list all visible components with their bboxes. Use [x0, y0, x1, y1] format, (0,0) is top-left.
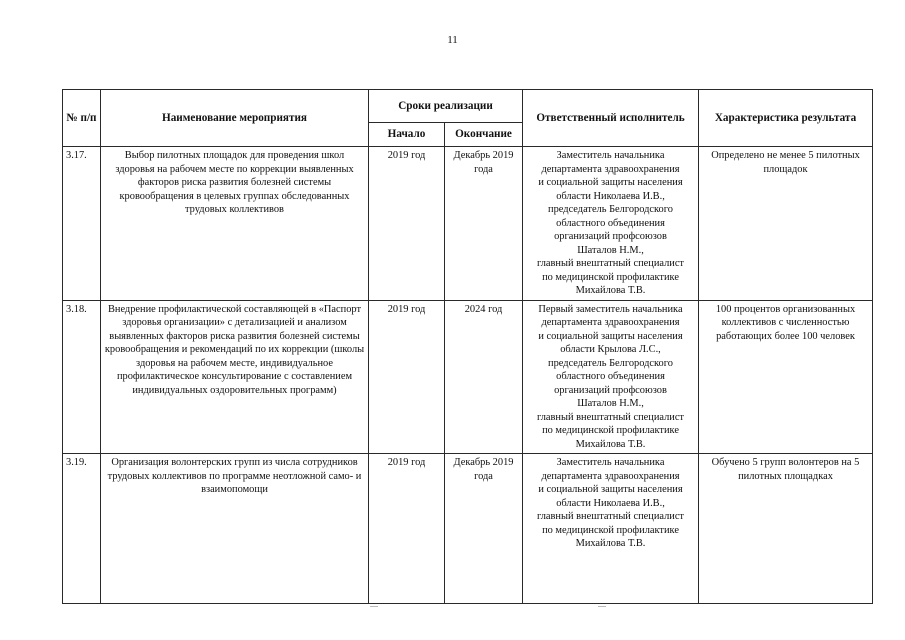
table-row	[63, 454, 873, 604]
row-end: Декабрь 2019 года	[445, 454, 523, 604]
activities-table	[62, 89, 873, 604]
page-number: 11	[447, 34, 458, 46]
row-num: 3.17.	[63, 147, 101, 301]
row-executor: Заместитель начальника департамента здравоохранения и социальной защиты населения области Николаева И.В., главный внештатный специалист по медицинской профилактике Михайлова Т.В.	[523, 454, 699, 604]
scan-mark	[370, 606, 378, 607]
row-start: 2019 год	[369, 454, 445, 604]
row-executor: Заместитель начальника департамента здравоохранения и социальной защиты населения области Николаева И.В., председатель Белгородского областного объединения организаций профсоюзов Шаталов Н.М., главный внештатный специалист по медицинской профилактике Михайлова Т.В.	[523, 147, 699, 301]
row-num: 3.19.	[63, 454, 101, 604]
row-result: Обучено 5 групп волонтеров на 5 пилотных площадках	[699, 454, 873, 604]
row-name: Организация волонтерских групп из числа сотрудников трудовых коллективов по программе неотложной само- и взаимопомощи	[101, 454, 369, 604]
row-num: 3.18.	[63, 300, 101, 454]
row-start: 2019 год	[369, 147, 445, 301]
scan-mark	[598, 606, 606, 607]
table-row	[63, 147, 873, 301]
header-name: Наименование мероприятия	[101, 90, 369, 147]
header-end: Окончание	[445, 123, 523, 147]
table-row	[63, 300, 873, 454]
row-name: Выбор пилотных площадок для проведения школ здоровья на рабочем месте по коррекции выявленных факторов риска развития болезней системы кровообращения в целевых группах обследованных трудовых коллективов	[101, 147, 369, 301]
header-terms: Сроки реализации	[369, 90, 523, 123]
table-header-row	[63, 90, 873, 123]
row-executor: Первый заместитель начальника департамента здравоохранения и социальной защиты населения области Крылова Л.С., председатель Белгородского областного объединения организаций профсоюзов Шаталов Н.М., главный внештатный специалист по медицинской профилактике Михайлова Т.В.	[523, 300, 699, 454]
row-result: Определено не менее 5 пилотных площадок	[699, 147, 873, 301]
row-end: Декабрь 2019 года	[445, 147, 523, 301]
header-result: Характеристика результата	[699, 90, 873, 147]
header-executor: Ответственный исполнитель	[523, 90, 699, 147]
header-start: Начало	[369, 123, 445, 147]
row-name: Внедрение профилактической составляющей в «Паспорт здоровья организации» с детализацией и анализом выявленных факторов риска развития болезней системы кровообращения и рекомендаций по их коррекции (школы здоровья на рабочем месте, индивидуальное профилактическое консультирование с составлением индивидуальных оздоровительных программ)	[101, 300, 369, 454]
row-end: 2024 год	[445, 300, 523, 454]
header-num: № п/п	[63, 90, 101, 147]
row-result: 100 процентов организованных коллективов с численностью работающих более 100 человек	[699, 300, 873, 454]
row-start: 2019 год	[369, 300, 445, 454]
